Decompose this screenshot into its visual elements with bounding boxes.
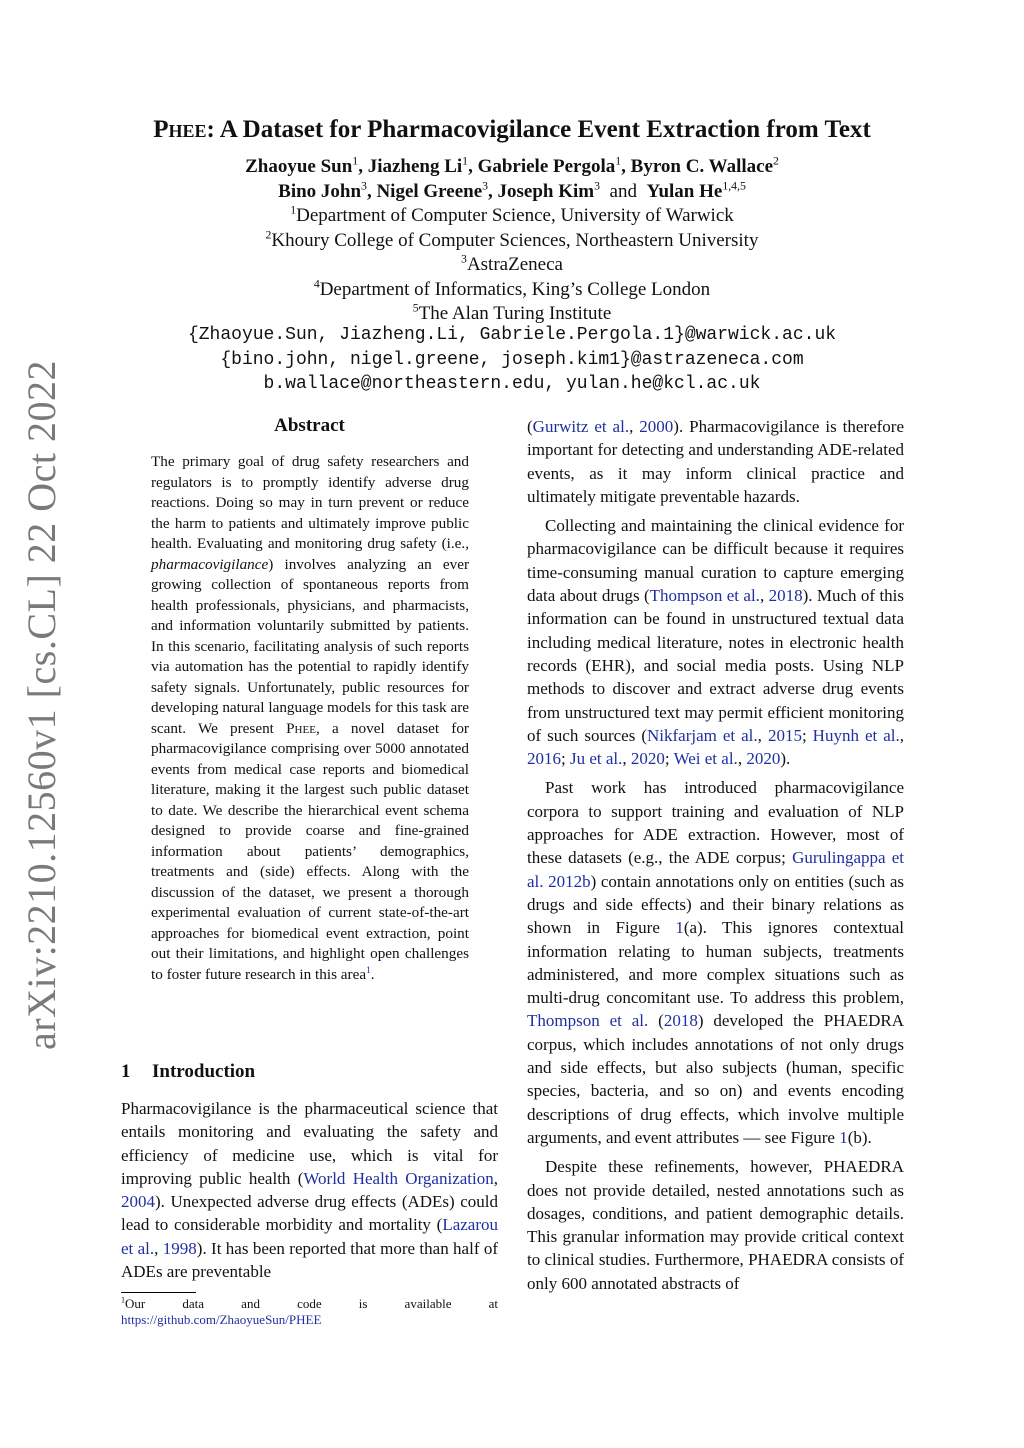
body-text: ,	[493, 1168, 498, 1188]
affiliation-sup: 4	[313, 277, 320, 291]
affiliation	[0, 253, 1024, 278]
author-name: Gabriele Pergola	[477, 156, 616, 177]
author-sup: 2	[773, 154, 779, 168]
citation-link[interactable]: Wei et al.	[673, 749, 738, 769]
citation-link[interactable]: Lazarou et al.	[121, 1215, 498, 1258]
affiliation	[0, 204, 1024, 229]
paper-title	[0, 116, 1024, 144]
body-text: Pharmacovigilance is the pharmaceutical science that entails monitoring and evaluating the safety and efficiency of medicine use, which is vital for improving public health (	[121, 1099, 498, 1188]
affiliation	[0, 278, 1024, 303]
author-name: Joseph Kim	[497, 180, 595, 202]
author-sep: ,	[468, 156, 478, 177]
citation-link[interactable]: Thompson et al.	[527, 1011, 649, 1031]
author-sup: 3	[482, 179, 489, 193]
email-line: {bino.john, nigel.greene, joseph.kim1}@astrazeneca.com	[220, 349, 804, 370]
body-text: ,	[629, 417, 640, 436]
citation-link[interactable]: 2020	[630, 749, 665, 769]
email-line: b.wallace@northeastern.edu, yulan.he@kcl.ac.uk	[263, 374, 761, 394]
title-rest: : A Dataset for Pharmacovigilance Event Extraction from Text	[206, 116, 871, 143]
citation-link[interactable]: 2018	[663, 1011, 698, 1031]
author-sep: and	[600, 180, 647, 202]
citation-link[interactable]: World Health Organization	[303, 1168, 494, 1188]
author-sup: 1	[352, 154, 359, 168]
body-text: ,	[622, 749, 631, 769]
paragraph	[527, 514, 904, 770]
citation-link[interactable]: 2018	[768, 586, 803, 606]
body-text: ). Unexpected adverse drug effects (ADEs) could lead to considerable morbidity and mortality (	[121, 1192, 498, 1235]
citation-link[interactable]: Gurwitz et al.	[532, 417, 630, 436]
body-text: ). Much of this information can be found in unstructured textual data including medical literature, notes in electronic health records (EHR), and social media posts. Using NLP methods to discover and extract adverse drug events from unstructured text may permit efficient monitoring of such sources (	[527, 586, 905, 745]
citation-link[interactable]: 2015	[767, 725, 802, 745]
citation-link[interactable]: 2012b	[548, 871, 591, 891]
section-heading	[121, 1061, 255, 1083]
body-text: ,	[154, 1238, 163, 1258]
author-sup: 1	[615, 154, 622, 168]
body-text: (a). This ignores contextual information relating to human subjects, treatments administered, and more complex situations such as multi-drug concomitant use. To address this problem,	[527, 918, 905, 1008]
affiliation-sup: 5	[412, 301, 419, 315]
title-phee: Phee	[153, 116, 207, 143]
author-sup: 3	[361, 179, 367, 193]
abstract-phee: Phee	[286, 719, 316, 737]
affiliation-text: Department of Informatics, King’s College London	[319, 278, 711, 300]
author-sep: ,	[358, 156, 368, 177]
arxiv-identifier: arXiv:2210.12560v1 [cs.CL] 22 Oct 2022	[19, 359, 64, 1050]
author-sup: 3	[594, 179, 601, 193]
abstract-text: , a novel dataset for pharmacovigilance comprising over 5000 annotated events from medical case reports and biomedical literature, making it the largest such public dataset to date. We describe the hierarchical event schema designed to provide coarse and fine-grained information about patients’ demographics, treatments and (side) effects. Along with the discussion of the dataset, we present a thorough experimental evaluation of current state-of-the-art approaches for biomedical event extraction, point out their limitations, and highlight open challenges to foster future research in this area	[151, 719, 469, 983]
footnote-text: Our data and code is available at	[125, 1296, 498, 1311]
affiliation-sup: 1	[290, 203, 297, 217]
authors-line-1	[0, 155, 1024, 180]
footnote-mark: 1	[121, 1295, 126, 1305]
author-sup: 1,4,5	[722, 179, 746, 193]
right-column	[527, 415, 904, 1301]
abstract-body	[151, 452, 469, 985]
author-name: Bino John	[278, 180, 362, 202]
citation-link[interactable]: 2016	[527, 749, 561, 769]
abstract-heading: Abstract	[274, 415, 345, 436]
author-name: Jiazheng Li	[367, 156, 463, 177]
section-number: 1	[121, 1061, 131, 1082]
intro-paragraph	[121, 1097, 498, 1283]
citation-link[interactable]: 2004	[121, 1192, 155, 1212]
body-text: ;	[664, 749, 674, 769]
citation-link[interactable]: Gurulingappa et al.	[527, 848, 904, 891]
citation-link[interactable]: 1998	[162, 1238, 197, 1258]
body-text: (	[648, 1011, 664, 1031]
paragraph	[527, 776, 904, 1149]
footnote-divider	[121, 1292, 196, 1293]
citation-link[interactable]: 2020	[746, 749, 781, 769]
email-line: {Zhaoyue.Sun, Jiazheng.Li, Gabriele.Pergola.1}@warwick.ac.uk	[187, 325, 837, 345]
abstract-text: ) involves analyzing an ever growing collection of spontaneous reports from health professionals, physicians, and pharmacists, and information voluntarily submitted by patients. In this scenario, facilitating analysis of such reports via automation has the potential to rapidly identify safety signals. Unfortunately, public resources for developing natural language models for this task are scant. We present	[151, 555, 469, 737]
figure-link[interactable]: 1	[675, 918, 684, 938]
paragraph: Despite these refinements, however, PHAEDRA does not provide detailed, nested annotations such as dosages, conditions, and patient demographic details. This granular information may provide critical context to clinical studies. Furthermore, PHAEDRA consists of only 600 annotated abstracts of	[527, 1157, 904, 1293]
author-sep: ,	[621, 156, 631, 177]
affiliation-sup: 2	[265, 228, 272, 242]
body-text: ;	[801, 725, 813, 745]
footnote	[121, 1295, 498, 1313]
author-name: Byron C. Wallace	[630, 156, 774, 177]
body-text: ). Pharmacovigilance is therefore important for detecting and understanding ADE-related events, as it may inform clinical practice and ultimately mitigate preventable hazards.	[527, 417, 905, 506]
body-text: (b).	[847, 1127, 872, 1147]
author-name: Yulan He	[646, 180, 723, 202]
body-text: Collecting and maintaining the clinical evidence for pharmacovigilance can be difficult because it requires time-consuming manual curation to capture emerging data about drugs (	[527, 516, 904, 606]
body-text: ). It has been reported that more than half of ADEs are preventable	[121, 1238, 499, 1282]
body-text: ,	[737, 749, 747, 769]
abstract-italic: pharmacovigilance	[151, 555, 269, 573]
affiliation-text: The Alan Turing Institute	[418, 303, 612, 324]
authors-line-2	[0, 180, 1024, 205]
body-text: ,	[759, 586, 769, 606]
author-sep: ,	[488, 180, 498, 202]
citation-link[interactable]: Nikfarjam et al.	[647, 725, 758, 745]
figure-link[interactable]: 1	[839, 1127, 848, 1147]
affiliation-text: Department of Computer Science, University of Warwick	[296, 205, 734, 226]
affiliation-text: Khoury College of Computer Sciences, Northeastern University	[271, 229, 759, 251]
paragraph: (Gurwitz et al., 2000). Pharmacovigilance is therefore important for detecting and understanding ADE-related events, as it may inform clinical practice and ultimately mitigate preventable hazards.	[527, 417, 905, 506]
body-text: ;	[561, 749, 570, 769]
abstract-text: The primary goal of drug safety researchers and regulators is to promptly identify adverse drug reactions. Doing so may in turn prevent or reduce the harm to patients and ultimately improve public health. Evaluating and monitoring drug safety (i.e.,	[151, 453, 469, 552]
author-sep: ,	[366, 180, 377, 202]
citation-link[interactable]: Huynh et al.	[812, 725, 900, 745]
body-text: ).	[780, 749, 791, 769]
body-text: ) developed the PHAEDRA corpus, which includes annotations of not only drugs and side effects, but also subjects (human, specific species, bacteria, and so on) and events encoding descriptions of drug effects, which involve multiple arguments, and event attributes — see Figure	[527, 1011, 905, 1147]
affiliation-text: AstraZeneca	[466, 254, 563, 275]
footnote-url-link[interactable]: https://github.com/ZhaoyueSun/PHEE	[121, 1312, 322, 1327]
affiliation	[0, 229, 1024, 254]
author-name: Zhaoyue Sun	[245, 156, 353, 177]
author-block	[0, 155, 1024, 327]
author-sup: 1	[462, 154, 469, 168]
footnote-mark[interactable]: 1	[366, 965, 371, 976]
citation-link[interactable]: Thompson et al.	[649, 586, 760, 606]
body-text: ,	[757, 725, 768, 745]
body-text: ) contain annotations only on entities (such as drugs and side effects) and their binary relations as shown in Figure	[527, 871, 904, 938]
section-title: Introduction	[152, 1061, 256, 1082]
abstract-text: .	[370, 965, 375, 983]
email-block	[0, 323, 1024, 397]
body-text: Past work has introduced pharmacovigilance corpora to support training and evaluation of NLP approaches for ADE extraction. However, most of these datasets (e.g., the ADE corpus;	[527, 778, 904, 868]
body-text: ,	[899, 725, 904, 745]
author-name: Nigel Greene	[376, 180, 483, 202]
affiliation-sup: 3	[461, 252, 467, 266]
citation-link[interactable]: 2000	[639, 417, 674, 436]
citation-link[interactable]: Ju et al.	[569, 749, 623, 769]
